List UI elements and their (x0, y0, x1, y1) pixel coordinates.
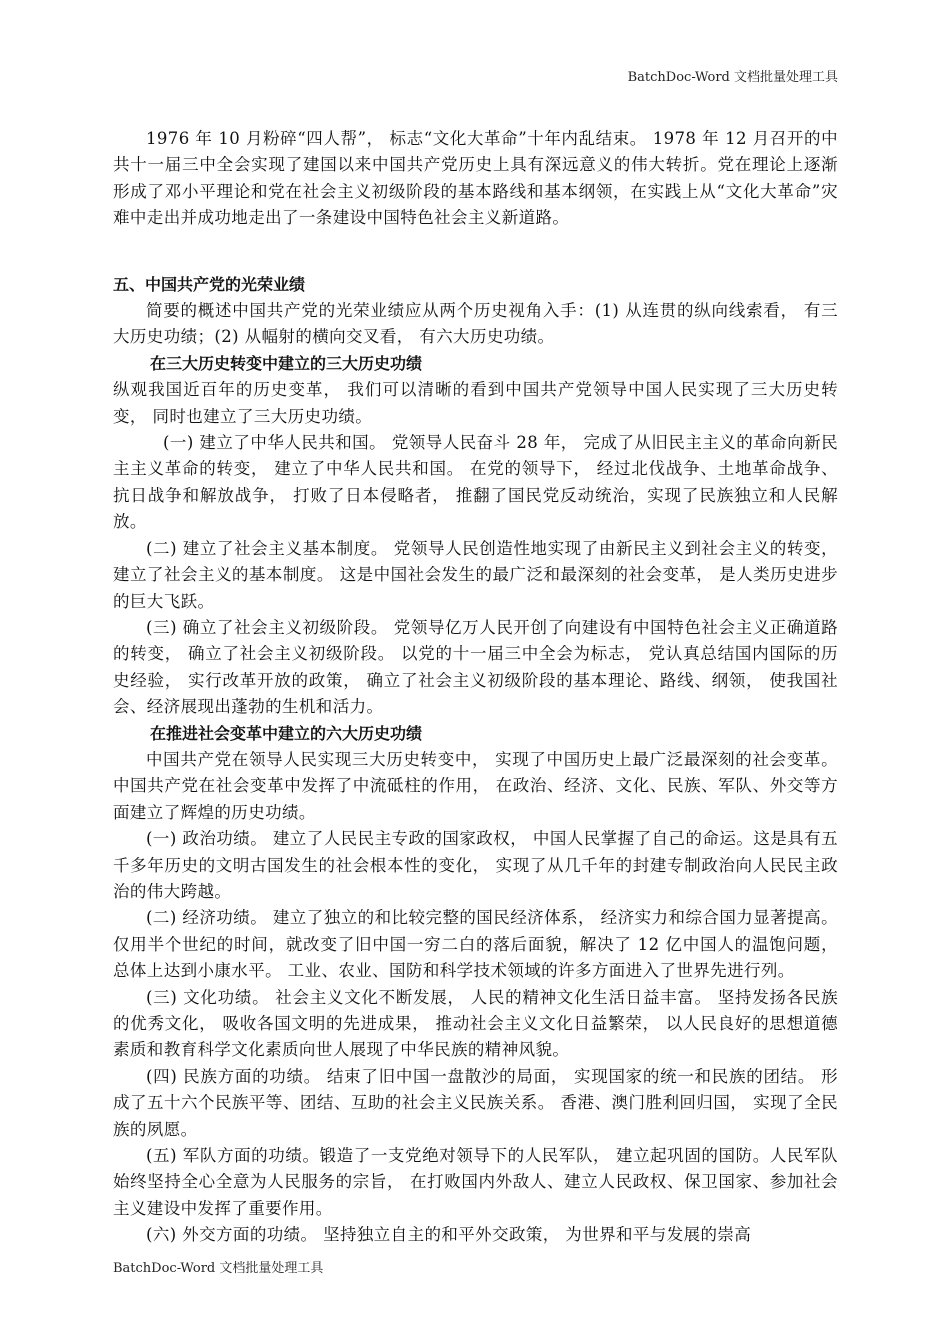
paragraph-gap (113, 232, 838, 272)
paragraph-three-3: (三) 确立了社会主义初级阶段。 党领导亿万人民开创了向建设有中国特色社会主义正确道路的转变， 确立了社会主义初级阶段。 以党的十一届三中全会为标志， 党认真总结国内国际的历史经验， 实行改革开放的政策， 确立了社会主义初级阶段的基本理论、路线、纲领， 使我国社会、经济展现出蓬勃的生机和活力。 (113, 617, 838, 717)
document-body (113, 126, 838, 1249)
paragraph-six-5: (五) 军队方面的功绩。锻造了一支党绝对领导下的人民军队， 建立起巩固的国防。人民军队始终坚持全心全意为人民服务的宗旨， 在打败国内外敌人、建立人民政权、保卫国家、参加社会主义建设中发挥了重要作用。 (113, 1146, 838, 1218)
paragraph-six-6: (六) 外交方面的功绩。 坚持独立自主的和平外交政策， 为世界和平与发展的崇高 (146, 1225, 752, 1245)
paragraph-six-1: (一) 政治功绩。 建立了人民民主专政的国家政权， 中国人民掌握了自己的命运。这是具有五千多年历史的文明古国发生的社会根本性的变化， 实现了从几千年的封建专制政治向人民民主政治的伟大跨越。 (113, 829, 838, 901)
paragraph-three-intro: 纵观我国近百年的历史变革， 我们可以清晰的看到中国共产党领导中国人民实现了三大历史转变， 同时也建立了三大历史功绩。 (113, 380, 838, 426)
subsection-heading-six: 在推进社会变革中建立的六大历史功绩 (150, 723, 423, 743)
page-footer: BatchDoc-Word 文档批量处理工具 (113, 1261, 324, 1276)
paragraph-six-3: (三) 文化功绩。 社会主义文化不断发展， 人民的精神文化生活日益丰富。 坚持发扬各民族的优秀文化， 吸收各国文明的先进成果， 推动社会主义文化日益繁荣， 以人民良好的思想道德素质和教育科学文化素质向世人展现了中华民族的精神风貌。 (113, 987, 838, 1060)
paragraph-overview: 简要的概述中国共产党的光荣业绩应从两个历史视角入手：(1) 从连贯的纵向线索看， 有三大历史功绩；(2) 从幅射的横向交叉看， 有六大历史功绩。 (113, 301, 838, 347)
paragraph-three-1: (一) 建立了中华人民共和国。 党领导人民奋斗 28 年， 完成了从旧民主主义的革命向新民主主义革命的转变， 建立了中华人民共和国。 在党的领导下， 经过北伐战争、土地革命战争、抗日战争和解放战争， 打败了日本侵略者， 推翻了国民党反动统治，实现了民族独立和人民解放。 (113, 433, 838, 532)
paragraph-six-2: (二) 经济功绩。 建立了独立的和比较完整的国民经济体系， 经济实力和综合国力显著提高。仅用半个世纪的时间，就改变了旧中国一穷二白的落后面貌，解决了 12 亿中国人的温饱问题，总体上达到小康水平。 工业、农业、国防和科学技术领域的许多方面进入了世界先进行列。 (113, 908, 838, 981)
paragraph-intro: 1976 年 10 月粉碎“四人帮”， 标志“文化大革命”十年内乱结束。 1978 年 12 月召开的中共十一届三中全会实现了建国以来中国共产党历史上具有深远意义的伟大转折。党在理论上逐渐形成了邓小平理论和党在社会主义初级阶段的基本路线和基本纲领，在实践上从“文化大革命”灾难中走出并成功地走出了一条建设中国特色社会主义新道路。 (113, 129, 838, 228)
section-heading: 五、中国共产党的光荣业绩 (113, 274, 306, 294)
subsection-heading-three: 在三大历史转变中建立的三大历史功绩 (150, 353, 423, 373)
paragraph-six-intro: 中国共产党在领导人民实现三大历史转变中， 实现了中国历史上最广泛最深刻的社会变革。 中国共产党在社会变革中发挥了中流砥柱的作用， 在政治、经济、文化、民族、军队、外交等方面建立了辉煌的历史功绩。 (113, 749, 838, 822)
paragraph-six-4: (四) 民族方面的功绩。 结束了旧中国一盘散沙的局面， 实现国家的统一和民族的团结。 形成了五十六个民族平等、团结、互助的社会主义民族关系。 香港、澳门胜利回归国， 实现了全民族的夙愿。 (113, 1066, 838, 1139)
page-header: BatchDoc-Word 文档批量处理工具 (627, 70, 838, 85)
paragraph-three-2: (二) 建立了社会主义基本制度。 党领导人民创造性地实现了由新民主义到社会主义的转变， 建立了社会主义的基本制度。 这是中国社会发生的最广泛和最深刻的社会变革， 是人类历史进步的巨大飞跃。 (113, 538, 838, 611)
